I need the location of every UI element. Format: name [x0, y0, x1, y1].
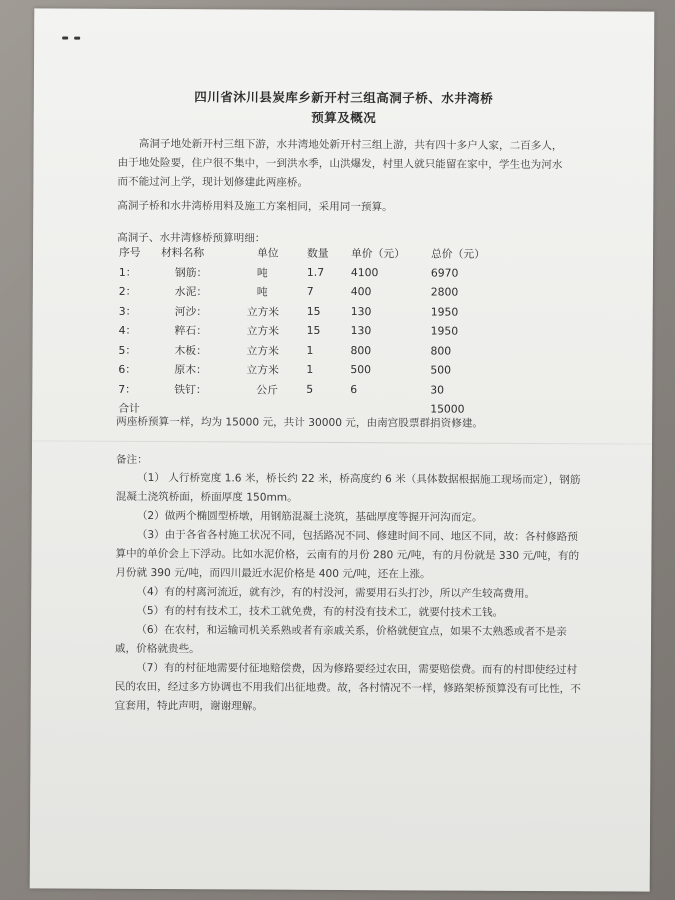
- header-cell: 材料名称: [160, 246, 205, 260]
- cell-material: 粹石：: [174, 324, 208, 338]
- cell-index: 6：: [118, 362, 137, 376]
- header-cell: 单位: [256, 246, 279, 260]
- table-row: [118, 381, 518, 403]
- total-value: 15000: [430, 402, 465, 416]
- summary-line: 两座桥预算一样，均为 15000 元，共计 30000 元，由南宫股票群捐资修建。: [116, 415, 484, 430]
- cell-quantity: 7: [306, 284, 314, 298]
- document-page: [30, 8, 655, 891]
- cell-index: 1：: [118, 265, 137, 279]
- cell-unit: 立方米: [246, 363, 279, 377]
- cell-total: 30: [430, 382, 445, 397]
- table-header-row: [119, 245, 519, 267]
- cell-unit-price: 6: [350, 382, 358, 396]
- cell-unit: 立方米: [246, 324, 280, 338]
- document-title: 四川省沐川县炭库乡新开村三组高洞子桥、水井湾桥: [194, 89, 494, 106]
- cell-quantity: 1: [306, 362, 314, 376]
- cell-index: 4：: [118, 323, 137, 337]
- cell-material: 铁钉：: [174, 382, 207, 396]
- cell-total: 2800: [430, 285, 459, 299]
- note-item: （1） 人行桥宽度 1.6 米，桥长约 22 米，桥高度约 6 米（具体数据根据施工现场而定），钢筋混凝土浇筑桥面，桥面厚度 150mm。: [115, 471, 581, 504]
- paper-fold: [32, 440, 652, 444]
- cell-quantity: 5: [306, 382, 314, 396]
- cell-total: 6970: [430, 265, 459, 280]
- note-item: （6）在农村，和运输司机关系熟或者有亲戚关系，价格就便宜点，如果不太熟悉或者不是亲戚，价格就贵些。: [114, 623, 567, 656]
- table-row: [118, 362, 518, 384]
- cell-index: 2：: [118, 284, 137, 298]
- cell-unit: 公斤: [256, 383, 278, 397]
- notes-heading: 备注：: [115, 453, 148, 466]
- cell-total: 1950: [430, 324, 459, 338]
- cell-material: 木板：: [174, 343, 207, 357]
- cell-unit-price: 4100: [350, 265, 379, 279]
- cell-total: 800: [430, 343, 452, 358]
- cell-unit-price: 130: [350, 304, 372, 318]
- cell-quantity: 1: [306, 343, 314, 357]
- cell-total: 500: [430, 363, 452, 377]
- cell-unit-price: 130: [350, 324, 372, 338]
- cell-material: 钢筋：: [174, 265, 208, 279]
- cell-unit: 吨: [256, 266, 268, 280]
- table-row: [119, 264, 519, 286]
- cell-index: 7：: [118, 382, 137, 396]
- cell-unit: 吨: [256, 285, 268, 299]
- punch-mark: [74, 37, 80, 40]
- cell-material: 水泥：: [174, 285, 208, 299]
- cell-material: 原木：: [174, 363, 207, 377]
- budget-table: [118, 245, 519, 423]
- cell-unit-price: 800: [350, 343, 372, 357]
- cell-unit: 立方米: [246, 343, 279, 358]
- total-label: 合计: [118, 401, 140, 415]
- cell-quantity: 15: [306, 304, 321, 318]
- punch-mark: [62, 37, 68, 40]
- table-row: [119, 323, 519, 345]
- intro-paragraph: 高洞子地处新开村三组下游，水井湾地处新开村三组上游，共有四十多户人家，二百多人，由于地处险要，住户很不集中，一到洪水季，山洪爆发，村里人就只能留在家中，学生也为河水而不能过河上学，现计划修建此两座桥。: [117, 137, 563, 189]
- cell-unit-price: 500: [350, 363, 372, 377]
- cell-unit-price: 400: [350, 285, 372, 299]
- cell-index: 5：: [118, 343, 137, 357]
- cell-quantity: 1.7: [306, 265, 325, 279]
- header-cell: 数量: [306, 246, 329, 260]
- table-row: [118, 342, 518, 364]
- cell-total: 1950: [430, 304, 459, 319]
- note-item: （3）由于各省各村施工状况不同，包括路况不同、修建时间不同、地区不同，故：各村修路预算中的单价会上下浮动。比如水泥价格，云南有的月份 280 元/吨，有的月份就是 330 元/吨，有的月份就 390 元/吨，而四川最近水泥价格是 400 元/吨，还在上涨。: [115, 528, 580, 581]
- same-plan-note: 高洞子桥和水井湾桥用料及施工方案相同，采用同一预算。: [117, 199, 393, 214]
- note-item: （4）有的村离河流近，就有沙，有的村没河，需要用石头打沙，所以产生较高费用。: [136, 585, 536, 601]
- note-item: （5）有的村有技术工，技术工就免费，有的村没有技术工，就要付技术工钱。: [136, 604, 504, 619]
- table-row: [119, 303, 519, 325]
- table-row: [119, 284, 519, 306]
- cell-quantity: 15: [306, 323, 321, 337]
- header-cell: 总价（元）: [430, 247, 486, 261]
- cell-unit: 立方米: [246, 304, 280, 319]
- header-cell: 序号: [118, 245, 141, 259]
- note-item: （2）做两个椭圆型桥墩，用钢筋混凝土浇筑，基础厚度等握开河沟而定。: [136, 509, 483, 524]
- cell-index: 3：: [118, 304, 137, 318]
- document-subtitle: 预算及概况: [311, 109, 377, 126]
- note-item: （7）有的村征地需要付征地赔偿费，因为修路要经过农田，需要赔偿费。而有的村即使经过村民的农田，经过多方协调也不用我们出征地费。故，各村情况不一样，修路架桥预算没有可比性，不宜套用，特此声明，谢谢理解。: [114, 661, 581, 713]
- budget-heading: 高洞子、水井湾修桥预算明细：: [117, 231, 266, 245]
- header-cell: 单价（元）: [350, 247, 406, 261]
- cell-material: 河沙：: [174, 304, 208, 318]
